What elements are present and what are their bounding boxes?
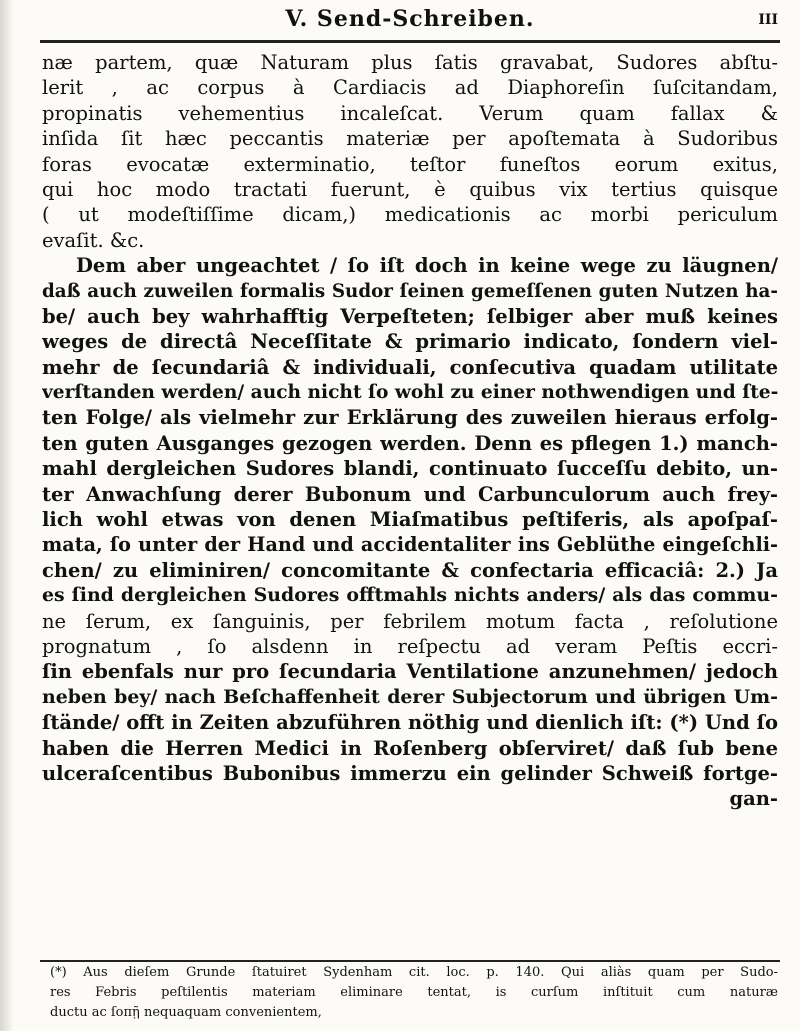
footnote-line: ductu ac ſοπῇ nequaquam convenientem,: [50, 1005, 322, 1020]
text-line: lich wohl etwas von denen Miaſmatibus peſtiferis, als apoſpaſ-: [42, 508, 778, 532]
text-line: ne ſerum, ex ſanguinis, per febrilem motum facta , reſolutione: [42, 609, 778, 633]
text-line: mata, ſo unter der Hand und accidentaliter ins Geblüthe eingeſchli-: [42, 533, 778, 557]
text-line: Dem aber ungeachtet / ſo iſt doch in keine wege zu läugnen/: [76, 254, 778, 278]
text-line: mahl dergleichen Sudores blandi, continuato ſucceſſu debito, un-: [42, 457, 778, 481]
text-line: lerit , ac corpus à Cardiacis ad Diaphoreſin ſuſcitandam,: [42, 76, 778, 100]
footnote: [50, 963, 778, 1023]
text-line: ſin ebenfals nur pro ſecundaria Ventilatione anzunehmen/ jedoch: [42, 660, 778, 684]
text-line: verſtanden werden/ auch nicht ſo wohl zu einer nothwendigen und ſte-: [42, 382, 778, 404]
text-line: prognatum , ſo alsdenn in reſpectu ad veram Peſtis eccri-: [42, 634, 778, 658]
text-line: weges de directâ Neceſſitate & primario indicato, ſondern viel-: [42, 330, 778, 354]
text-line: daß auch zuweilen formalis Sudor ſeinen gemeſſenen guten Nutzen ha-: [42, 280, 778, 302]
text-line: qui hoc modo tractati fuerunt, è quibus vix tertius quisque: [42, 177, 778, 201]
text-line: evaſit. &c.: [42, 228, 145, 252]
catchword: gan-: [729, 787, 778, 811]
page-number: III: [758, 12, 778, 28]
text-line: ulceraſcentibus Bubonibus immerzu ein gelinder Schweiß fortge-: [42, 761, 778, 785]
text-line: propinatis vehementius incaleſcat. Verum quam fallax &: [42, 101, 778, 125]
text-line: ( ut modeſtiſſime dicam,) medicationis ac morbi periculum: [42, 203, 778, 227]
header-rule: [40, 40, 780, 43]
text-line: ter Anwachſung derer Bubonum und Carbunculorum auch frey-: [42, 482, 778, 506]
body-text: [42, 50, 778, 812]
text-line: haben die Herren Medici in Roſenberg obſerviret/ daß ſub bene: [42, 736, 778, 760]
text-line: mehr de ſecundariâ & individuali, conſecutiva quadam utilitate: [42, 355, 778, 379]
footnote-line: res Febris peſtilentis materiam eliminare tentat, is curſum inſtituit cum naturæ: [50, 985, 778, 1000]
text-line: inſida ſit hæc peccantis materiæ per apoſtemata à Sudoribus: [42, 127, 778, 151]
footnote-line: (*) Aus dieſem Grunde ſtatuiret Sydenham cit. loc. p. 140. Qui aliàs quam per Sudo-: [50, 965, 778, 980]
text-line: be/ auch bey wahrhafftig Verpeſteten; ſelbiger aber muß keines: [42, 304, 778, 328]
running-head: V. Send-Schreiben.: [285, 6, 535, 32]
text-line: næ partem, quæ Naturam plus ſatis gravabat, Sudores abſtu-: [42, 51, 778, 74]
footnote-rule: [40, 960, 780, 962]
text-line: ten guten Ausganges gezogen werden. Denn es pflegen 1.) manch-: [42, 431, 778, 455]
text-line: es ſind dergleichen Sudores offtmahls nichts anders/ als das commu-: [42, 584, 778, 607]
text-line: foras evocatæ exterminatio, teſtor funeſtos eorum exitus,: [42, 152, 778, 176]
text-line: neben bey/ nach Beſchaffenheit derer Subjectorum und übrigen Um-: [42, 685, 778, 708]
gutter-shadow: [0, 0, 14, 1031]
text-line: chen/ zu eliminiren/ concomitante & confectaria efficaciâ: 2.) Ja: [42, 558, 778, 582]
text-line: ſtände/ offt in Zeiten abzuführen nöthig und dienlich iſt: (*) Und ſo: [42, 711, 778, 735]
page-header: [40, 4, 780, 40]
text-line: ten Folge/ als vielmehr zur Erklärung des zuweilen hieraus erfolg-: [42, 406, 778, 430]
